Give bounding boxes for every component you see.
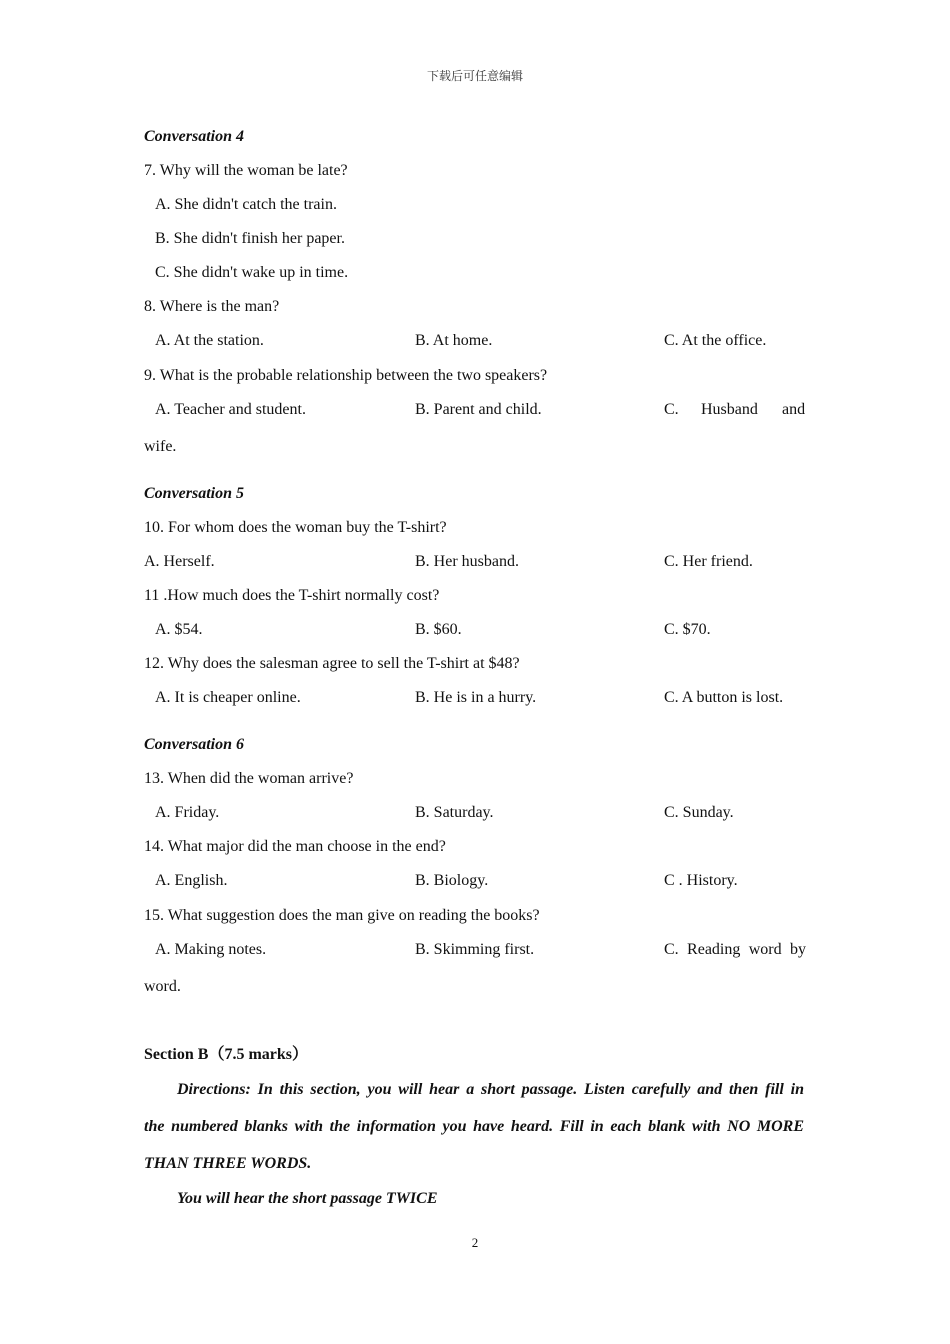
q9-option-c-label: C. (664, 401, 679, 418)
q13-option-b: B. Saturday. (415, 804, 494, 821)
q14-option-b: B. Biology. (415, 872, 489, 889)
question-10: 10. For whom does the woman buy the T-shirt? (144, 519, 447, 536)
question-12: 12. Why does the salesman agree to sell the T-shirt at $48? (144, 655, 520, 672)
directions-line-2: the numbered blanks with the information you have heard. Fill in each blank with NO MORE (144, 1118, 804, 1135)
q11-option-a: A. $54. (155, 621, 203, 638)
question-8: 8. Where is the man? (144, 298, 280, 315)
conversation-5-title: Conversation 5 (144, 485, 245, 502)
q10-option-c: C. Her friend. (664, 553, 753, 570)
q7-option-c: C. She didn't wake up in time. (155, 264, 349, 281)
q8-option-a: A. At the station. (155, 332, 264, 349)
q12-option-b: B. He is in a hurry. (415, 689, 537, 706)
q15-option-b: B. Skimming first. (415, 941, 535, 958)
question-15: 15. What suggestion does the man give on reading the books? (144, 907, 540, 924)
page-number: 2 (471, 1235, 479, 1250)
q15-option-a: A. Making notes. (155, 941, 267, 958)
q9-option-c-word1: Husband (701, 401, 758, 418)
q8-option-b: B. At home. (415, 332, 493, 349)
q13-option-a: A. Friday. (155, 804, 220, 821)
q8-option-c: C. At the office. (664, 332, 767, 349)
q11-option-c: C. $70. (664, 621, 711, 638)
question-14: 14. What major did the man choose in the end? (144, 838, 446, 855)
q10-option-a: A. Herself. (144, 553, 215, 570)
question-11: 11 .How much does the T-shirt normally cost? (144, 587, 440, 604)
section-b-title: Section B（7.5 marks） (144, 1046, 309, 1063)
q12-option-c: C. A button is lost. (664, 689, 784, 706)
q15-option-c: C. Reading word by (664, 941, 806, 958)
question-7: 7. Why will the woman be late? (144, 162, 348, 179)
conversation-4-title: Conversation 4 (144, 128, 245, 145)
directions-line-1: Directions: In this section, you will hear a short passage. Listen carefully and then fill in (177, 1081, 804, 1098)
q9-option-c-continuation: wife. (144, 438, 177, 455)
page-header: 下载后可任意编辑 (426, 69, 523, 83)
directions-line-3: THAN THREE WORDS. (144, 1155, 312, 1172)
passage-twice-note: You will hear the short passage TWICE (177, 1190, 438, 1207)
q9-option-b: B. Parent and child. (415, 401, 542, 418)
q14-option-a: A. English. (155, 872, 228, 889)
q9-option-a: A. Teacher and student. (155, 401, 306, 418)
q10-option-b: B. Her husband. (415, 553, 519, 570)
question-13: 13. When did the woman arrive? (144, 770, 354, 787)
q13-option-c: C. Sunday. (664, 804, 734, 821)
q11-option-b: B. $60. (415, 621, 462, 638)
q15-option-c-continuation: word. (144, 978, 181, 995)
q7-option-a: A. She didn't catch the train. (155, 196, 337, 213)
q7-option-b: B. She didn't finish her paper. (155, 230, 345, 247)
q12-option-a: A. It is cheaper online. (155, 689, 301, 706)
conversation-6-title: Conversation 6 (144, 736, 245, 753)
question-9: 9. What is the probable relationship between the two speakers? (144, 367, 548, 384)
q14-option-c: C . History. (664, 872, 738, 889)
q9-option-c-word2: and (782, 401, 806, 418)
